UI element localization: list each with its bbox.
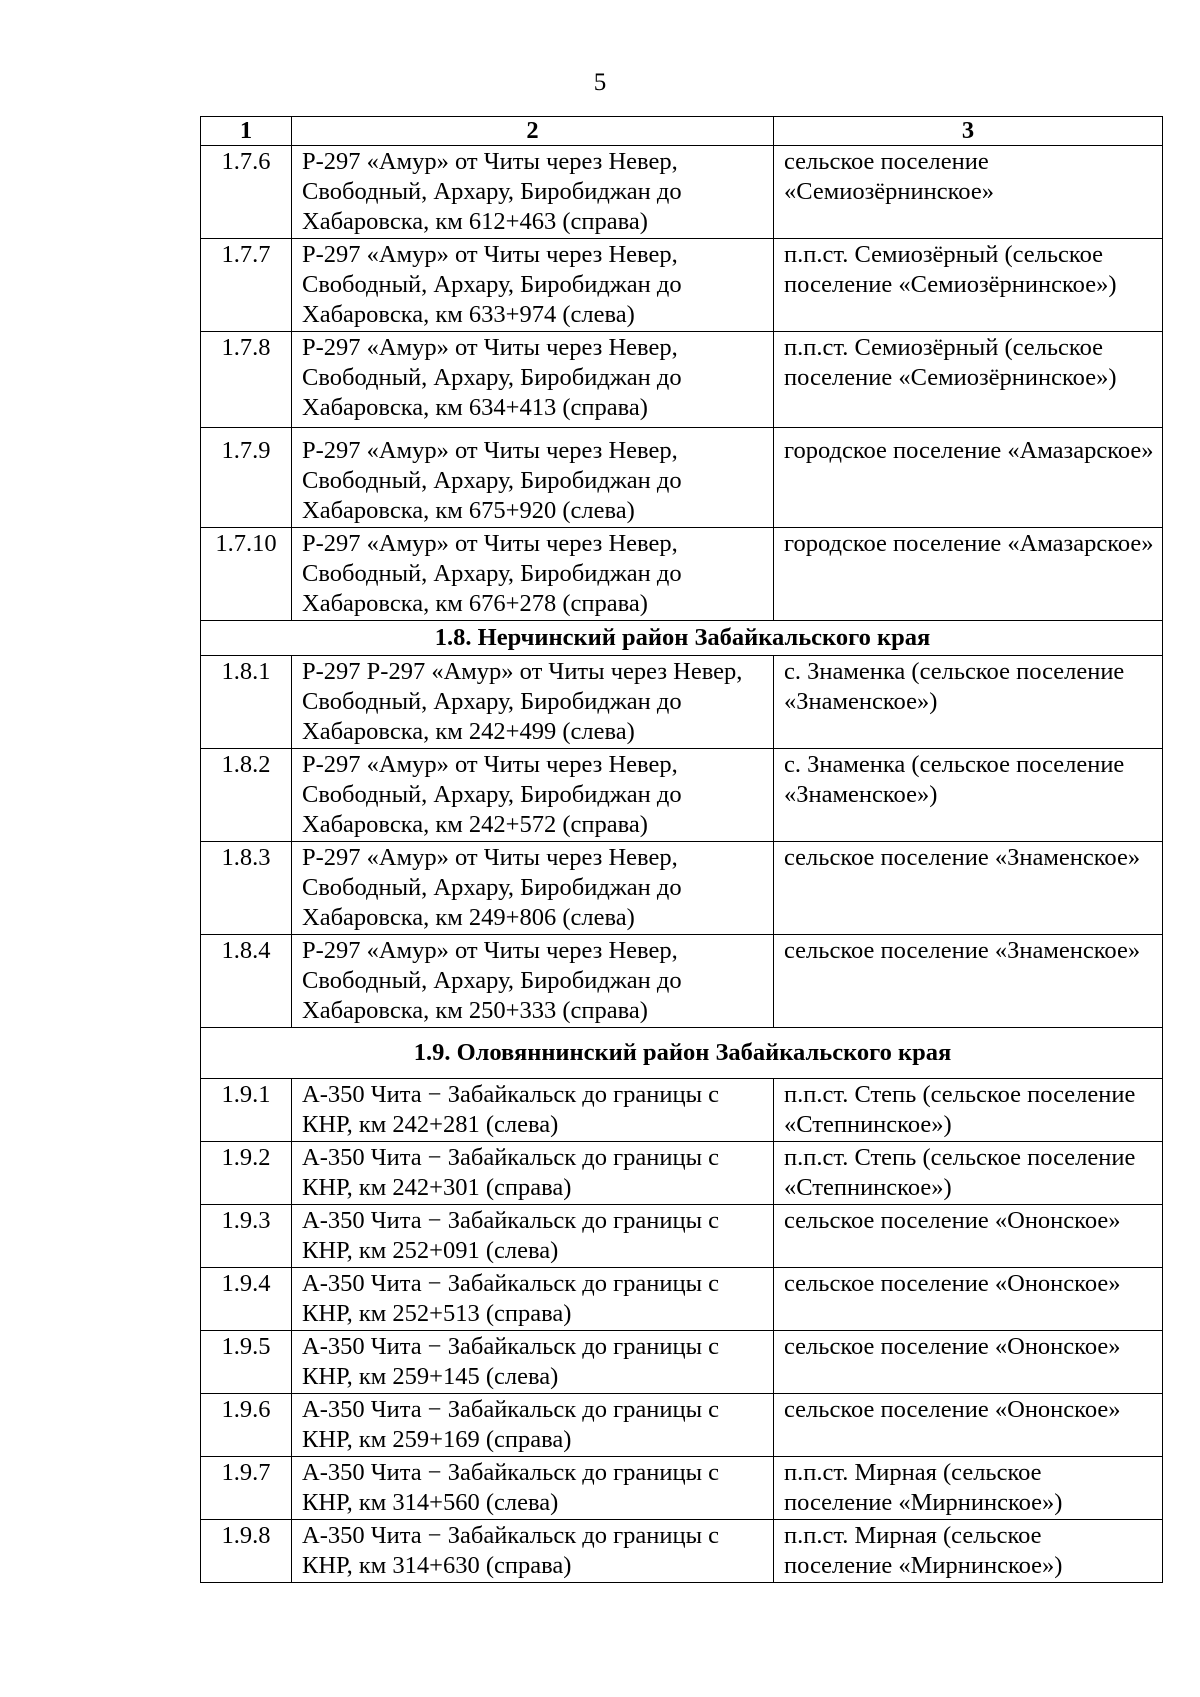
road-sections-table: [200, 116, 1163, 1583]
settlement-cell: с. Знаменка (сельское поселение «Знаменское»): [774, 749, 1163, 842]
table-row: [201, 1205, 1163, 1268]
row-number-cell: 1.7.10: [201, 528, 292, 621]
row-number-cell: 1.9.1: [201, 1079, 292, 1142]
road-description-cell: А-350 Чита − Забайкальск до границы с КНР, км 259+169 (справа): [292, 1394, 774, 1457]
road-description-cell: А-350 Чита − Забайкальск до границы с КНР, км 259+145 (слева): [292, 1331, 774, 1394]
section-title: 1.8. Нерчинский район Забайкальского края: [201, 621, 1163, 656]
table-row: [201, 1457, 1163, 1520]
road-description-cell: А-350 Чита − Забайкальск до границы с КНР, км 252+513 (справа): [292, 1268, 774, 1331]
settlement-cell: п.п.ст. Мирная (сельское поселение «Мирнинское»): [774, 1520, 1163, 1583]
row-number-cell: 1.9.5: [201, 1331, 292, 1394]
road-description-cell: А-350 Чита − Забайкальск до границы с КНР, км 314+630 (справа): [292, 1520, 774, 1583]
section-title: 1.9. Оловяннинский район Забайкальского края: [201, 1028, 1163, 1079]
section-row: [201, 1028, 1163, 1079]
table-row: [201, 1142, 1163, 1205]
table-row: [201, 428, 1163, 528]
road-description-cell: Р-297 «Амур» от Читы через Невер, Свободный, Архару, Биробиджан до Хабаровска, км 676+278 (справа): [292, 528, 774, 621]
road-description-cell: А-350 Чита − Забайкальск до границы с КНР, км 242+301 (справа): [292, 1142, 774, 1205]
settlement-cell: сельское поселение «Ононское»: [774, 1394, 1163, 1457]
table-row: [201, 528, 1163, 621]
road-description-cell: А-350 Чита − Забайкальск до границы с КНР, км 314+560 (слева): [292, 1457, 774, 1520]
table-row: [201, 146, 1163, 239]
table-row: [201, 1079, 1163, 1142]
table-row: [201, 749, 1163, 842]
road-description-cell: Р-297 «Амур» от Читы через Невер, Свободный, Архару, Биробиджан до Хабаровска, км 634+413 (справа): [292, 332, 774, 428]
settlement-cell: п.п.ст. Мирная (сельское поселение «Мирнинское»): [774, 1457, 1163, 1520]
table-body: [201, 117, 1163, 1583]
settlement-cell: сельское поселение «Знаменское»: [774, 842, 1163, 935]
settlement-cell: сельское поселение «Знаменское»: [774, 935, 1163, 1028]
table-row: [201, 332, 1163, 428]
road-description-cell: Р-297 «Амур» от Читы через Невер, Свободный, Архару, Биробиджан до Хабаровска, км 612+463 (справа): [292, 146, 774, 239]
table-row: [201, 842, 1163, 935]
settlement-cell: п.п.ст. Семиозёрный (сельское поселение «Семиозёрнинское»): [774, 239, 1163, 332]
table-row: [201, 1520, 1163, 1583]
row-number-cell: 1.8.2: [201, 749, 292, 842]
header-cell-col-2: 2: [292, 117, 774, 146]
road-description-cell: А-350 Чита − Забайкальск до границы с КНР, км 252+091 (слева): [292, 1205, 774, 1268]
settlement-cell: с. Знаменка (сельское поселение «Знаменское»): [774, 656, 1163, 749]
settlement-cell: п.п.ст. Семиозёрный (сельское поселение «Семиозёрнинское»): [774, 332, 1163, 428]
table-row: [201, 935, 1163, 1028]
settlement-cell: городское поселение «Амазарское»: [774, 528, 1163, 621]
settlement-cell: сельское поселение «Ононское»: [774, 1205, 1163, 1268]
table-row: [201, 1268, 1163, 1331]
table-row: [201, 1331, 1163, 1394]
row-number-cell: 1.7.8: [201, 332, 292, 428]
settlement-cell: сельское поселение «Ононское»: [774, 1268, 1163, 1331]
row-number-cell: 1.7.9: [201, 428, 292, 528]
header-cell-col-3: 3: [774, 117, 1163, 146]
settlement-cell: п.п.ст. Степь (сельское поселение «Степнинское»): [774, 1079, 1163, 1142]
road-description-cell: Р-297 «Амур» от Читы через Невер, Свободный, Архару, Биробиджан до Хабаровска, км 249+806 (слева): [292, 842, 774, 935]
row-number-cell: 1.9.2: [201, 1142, 292, 1205]
row-number-cell: 1.9.8: [201, 1520, 292, 1583]
settlement-cell: п.п.ст. Степь (сельское поселение «Степнинское»): [774, 1142, 1163, 1205]
row-number-cell: 1.8.4: [201, 935, 292, 1028]
row-number-cell: 1.8.1: [201, 656, 292, 749]
road-description-cell: А-350 Чита − Забайкальск до границы с КНР, км 242+281 (слева): [292, 1079, 774, 1142]
row-number-cell: 1.9.7: [201, 1457, 292, 1520]
page-number: 5: [593, 69, 607, 96]
road-description-cell: Р-297 «Амур» от Читы через Невер, Свободный, Архару, Биробиджан до Хабаровска, км 242+572 (справа): [292, 749, 774, 842]
settlement-cell: сельское поселение «Ононское»: [774, 1331, 1163, 1394]
road-description-cell: Р-297 «Амур» от Читы через Невер, Свободный, Архару, Биробиджан до Хабаровска, км 250+333 (справа): [292, 935, 774, 1028]
settlement-cell: городское поселение «Амазарское»: [774, 428, 1163, 528]
header-cell-col-1: 1: [201, 117, 292, 146]
section-row: [201, 621, 1163, 656]
road-description-cell: Р-297 «Амур» от Читы через Невер, Свободный, Архару, Биробиджан до Хабаровска, км 633+974 (слева): [292, 239, 774, 332]
settlement-cell: сельское поселение «Семиозёрнинское»: [774, 146, 1163, 239]
row-number-cell: 1.8.3: [201, 842, 292, 935]
road-description-cell: Р-297 Р-297 «Амур» от Читы через Невер, Свободный, Архару, Биробиджан до Хабаровска, км 242+499 (слева): [292, 656, 774, 749]
row-number-cell: 1.9.6: [201, 1394, 292, 1457]
row-number-cell: 1.9.3: [201, 1205, 292, 1268]
row-number-cell: 1.7.6: [201, 146, 292, 239]
table-row: [201, 1394, 1163, 1457]
table-row: [201, 656, 1163, 749]
row-number-cell: 1.9.4: [201, 1268, 292, 1331]
table-header-row: [201, 117, 1163, 146]
table-row: [201, 239, 1163, 332]
road-description-cell: Р-297 «Амур» от Читы через Невер, Свободный, Архару, Биробиджан до Хабаровска, км 675+920 (слева): [292, 428, 774, 528]
row-number-cell: 1.7.7: [201, 239, 292, 332]
